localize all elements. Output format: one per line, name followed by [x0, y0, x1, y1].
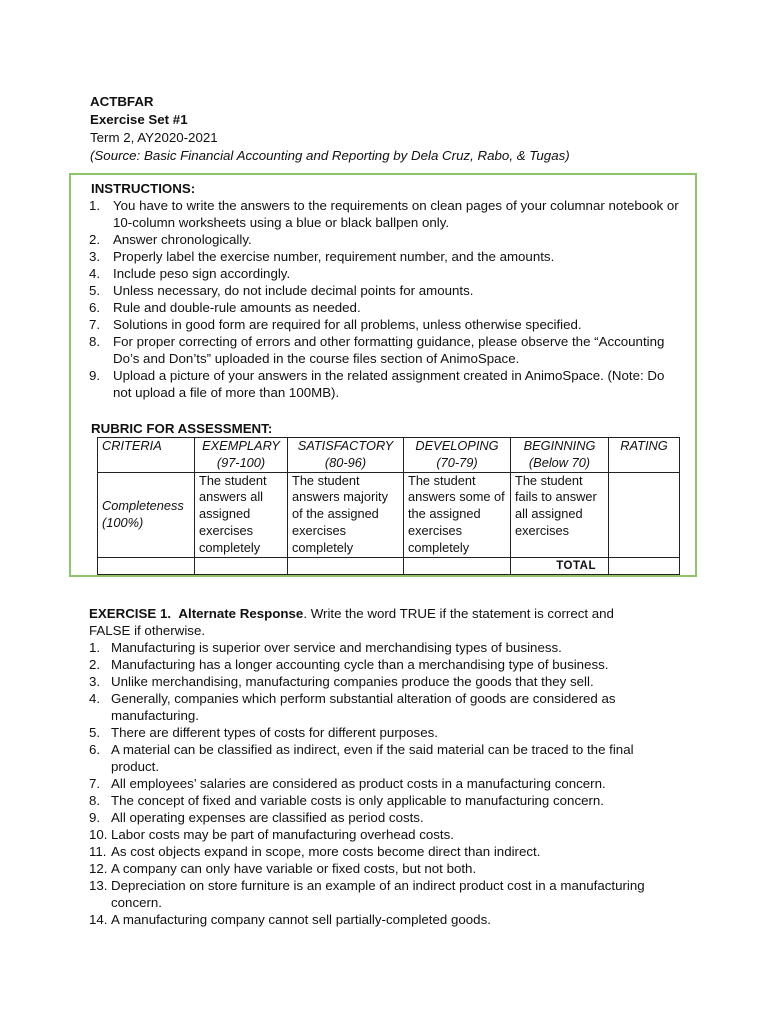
criteria-cell: Completeness (100%) — [98, 472, 195, 557]
list-item: 1. Manufacturing is superior over service and merchandising types of business. — [89, 640, 562, 655]
list-item: 2. Manufacturing has a longer accounting cycle than a merchandising type of business. — [89, 657, 609, 672]
list-item: 7. Solutions in good form are required for all problems, unless otherwise specified. — [89, 317, 582, 332]
exercise-1-section — [89, 605, 659, 928]
exemplary-cell: The student answers all assigned exercises completely — [195, 472, 288, 557]
list-item: 10. Labor costs may be part of manufacturing overhead costs. — [89, 827, 454, 842]
instructions-title: INSTRUCTIONS: — [91, 181, 196, 196]
list-item: 5. There are different types of costs for different purposes. — [89, 725, 438, 740]
instructions-list — [89, 197, 679, 401]
exercise-set-title: Exercise Set #1 — [90, 112, 188, 127]
rating-header: RATING — [609, 438, 680, 473]
exemplary-header: EXEMPLARY (97-100) — [195, 438, 288, 473]
list-item: 11. As cost objects expand in scope, more costs become direct than indirect. — [89, 844, 541, 859]
rating-cell — [609, 472, 680, 557]
rubric-header-row — [98, 438, 680, 473]
list-item: 2. Answer chronologically. — [89, 232, 252, 247]
rubric-completeness-row — [98, 472, 680, 557]
list-item: 3. Properly label the exercise number, requirement number, and the amounts. — [89, 249, 555, 264]
list-item: 4. Include peso sign accordingly. — [89, 266, 291, 281]
list-item: 9. All operating expenses are classified as period costs. — [89, 810, 424, 825]
source-citation: (Source: Basic Financial Accounting and Reporting by Dela Cruz, Rabo, & Tugas) — [90, 148, 570, 163]
list-item: 4. Generally, companies which perform substantial alteration of goods are considered as manufacturing. — [89, 691, 616, 723]
course-code: ACTBFAR — [90, 94, 154, 109]
total-label: TOTAL — [511, 557, 609, 575]
instructions-box — [69, 173, 697, 577]
criteria-header: CRITERIA — [98, 438, 195, 473]
list-item: 8. For proper correcting of errors and other formatting guidance, please observe the “Accounting Do’s and Don’ts” uploaded in the course files section of AnimoSpace. — [89, 334, 665, 366]
exercise-1-heading: EXERCISE 1. Alternate Response. Write the word TRUE if the statement is correct and FALSE if otherwise. — [89, 606, 614, 638]
list-item: 14. A manufacturing company cannot sell partially-completed goods. — [89, 912, 491, 927]
list-item: 6. Rule and double-rule amounts as needed. — [89, 300, 361, 315]
list-item: 1. You have to write the answers to the requirements on clean pages of your columnar notebook or 10-column worksheets using a blue or black ballpen only. — [89, 198, 679, 230]
list-item: 5. Unless necessary, do not include decimal points for amounts. — [89, 283, 474, 298]
beginning-header: BEGINNING (Below 70) — [511, 438, 609, 473]
developing-header: DEVELOPING (70-79) — [404, 438, 511, 473]
list-item: 9. Upload a picture of your answers in the related assignment created in AnimoSpace. (Note: Do not upload a file of more than 100MB). — [89, 368, 665, 400]
list-item: 12. A company can only have variable or fixed costs, but not both. — [89, 861, 477, 876]
satisfactory-cell: The student answers majority of the assigned exercises completely — [288, 472, 404, 557]
total-value-cell — [609, 557, 680, 575]
list-item: 7. All employees’ salaries are considered as product costs in a manufacturing concern. — [89, 776, 606, 791]
term-label: Term 2, AY2020-2021 — [90, 130, 218, 145]
list-item: 3. Unlike merchandising, manufacturing companies produce the goods that they sell. — [89, 674, 594, 689]
list-item: 8. The concept of fixed and variable costs is only applicable to manufacturing concern. — [89, 793, 605, 808]
document-header — [90, 93, 570, 165]
rubric-total-row — [98, 557, 680, 575]
developing-cell: The student answers some of the assigned exercises completely — [404, 472, 511, 557]
rubric-title: RUBRIC FOR ASSESSMENT: — [91, 421, 273, 436]
exercise-1-list — [89, 639, 659, 928]
list-item: 6. A material can be classified as indirect, even if the said material can be traced to the final product. — [89, 742, 634, 774]
beginning-cell: The student fails to answer all assigned exercises — [511, 472, 609, 557]
list-item: 13. Depreciation on store furniture is an example of an indirect product cost in a manufacturing concern. — [89, 878, 645, 910]
satisfactory-header: SATISFACTORY (80-96) — [288, 438, 404, 473]
rubric-table — [97, 437, 680, 575]
